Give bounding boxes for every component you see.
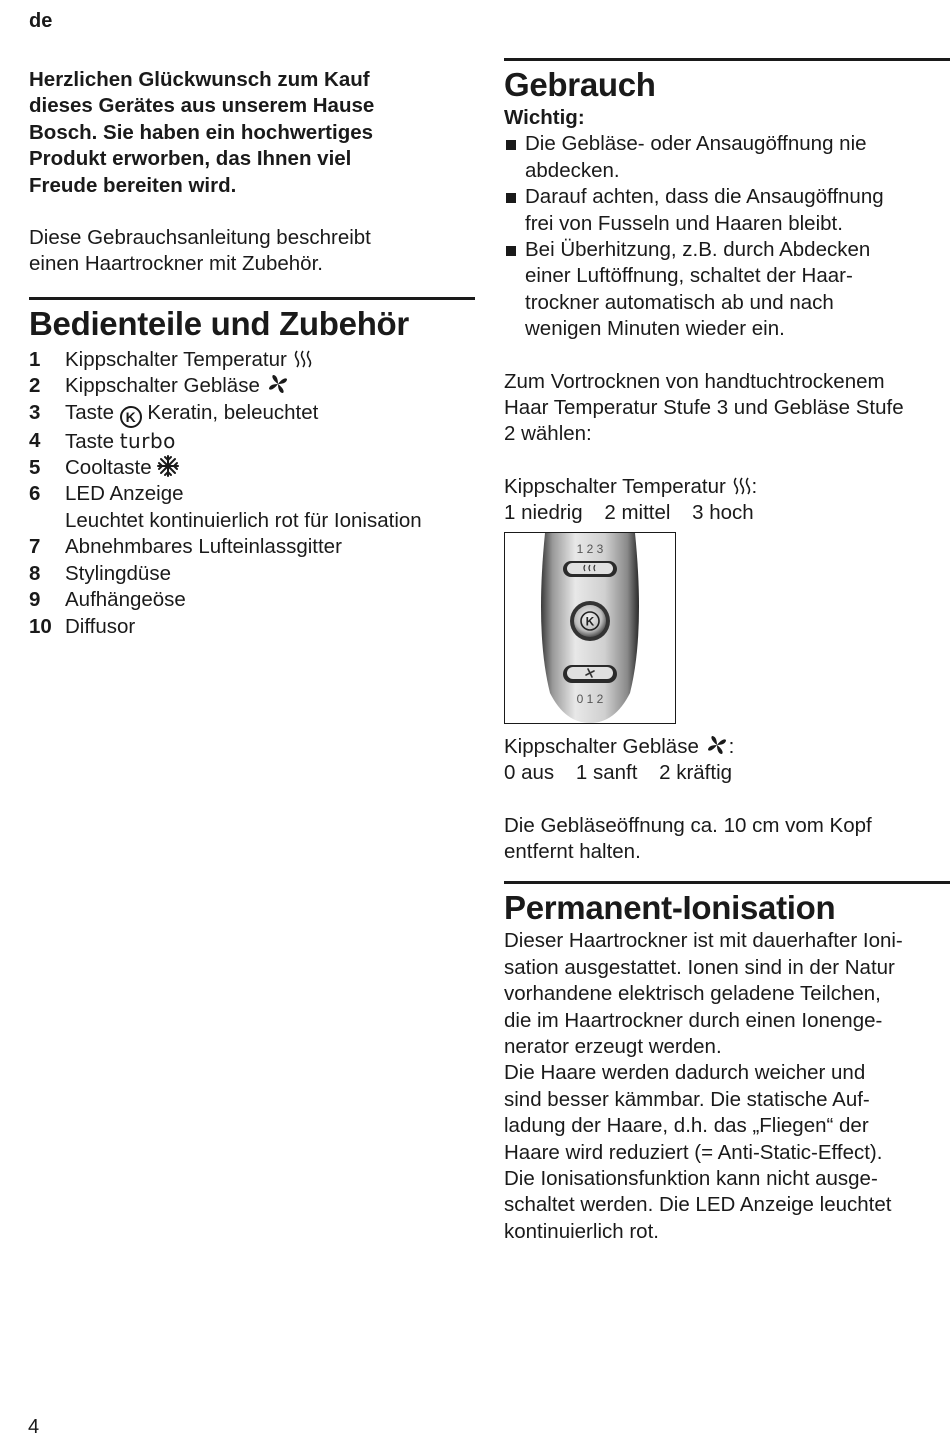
parts-item [29,455,475,481]
ionisation-paragraph [504,928,950,1245]
temp-switch-colon: : [751,474,758,498]
switch-panel-illustration [505,533,675,723]
temp-setting: 2 mittel [604,501,671,525]
item-number: 9 [29,588,41,612]
bullet-line: Darauf achten, dass die Ansaugöffnung [525,185,884,209]
intro-desc-line: Diese Gebrauchsanleitung beschreibt [29,226,371,250]
bullet-line: trockner automatisch ab und nach [525,290,834,314]
item-number: 5 [29,456,41,480]
item-label: Kippschalter Temperatur [65,347,287,371]
item-label: Diffusor [65,614,136,638]
parts-item [29,400,475,428]
item-number: 6 [29,482,41,506]
temp-setting: 3 hoch [692,501,754,525]
bullet-line: wenigen Minuten wieder ein. [525,317,785,341]
item-label: Taste [65,429,114,453]
keratin-k-icon: K [120,406,142,428]
bullet-line: Bei Überhitzung, z.B. durch Abdecken [525,238,871,262]
item-number: 4 [29,428,41,452]
fan-setting: 0 aus [504,761,555,785]
heat-icon [293,349,313,369]
item-label: Abnehmbares Lufteinlassgitter [65,535,342,559]
item-label: Stylingdüse [65,561,171,585]
bullet-line: frei von Fusseln und Haaren bleibt. [525,211,843,235]
fan-settings [504,761,748,784]
bullet-line: abdecken. [525,158,620,182]
item-label-before: Taste [65,400,114,424]
parts-item [29,534,475,560]
fan-setting: 1 sanft [575,761,638,785]
parts-item [29,614,475,640]
intro-line: Herzlichen Glückwunsch zum Kauf [29,68,370,91]
page-number: 4 [28,1416,40,1438]
ionisation-line: die im Haartrockner durch einen Ionenge- [504,1008,883,1032]
section-rule [504,881,950,884]
ionisation-line: nerator erzeugt werden. [504,1034,722,1058]
bullet-square-icon [506,140,516,150]
parts-item [29,587,475,613]
ionisation-line: kontinuierlich rot. [504,1219,659,1243]
parts-item [29,481,475,534]
intro-description [29,225,475,278]
bullet-line: Die Gebläse- oder Ansaugöffnung nie [525,132,867,156]
intro-line: Produkt erworben, das Ihnen viel [29,147,352,171]
intro-line: dieses Gerätes aus unserem Hause [29,94,375,118]
item-number: 2 [29,374,41,398]
important-bullets [504,131,950,342]
temperature-switch-info [504,474,950,527]
item-number: 3 [29,400,41,424]
bottom-scale-label: 0 1 2 [576,691,604,706]
intro-desc-line: einen Haartrockner mit Zubehör. [29,252,323,276]
parts-item [29,428,475,455]
keratin-button-key: K [585,614,595,629]
distance-paragraph [504,813,950,866]
ionisation-line: Die Haare werden dadurch weicher und [504,1061,866,1085]
item-label: Aufhängeöse [65,588,186,612]
item-number: 7 [29,535,41,559]
ionisation-line: sind besser kämmbar. Die statische Auf- [504,1087,870,1111]
parts-list [29,347,475,640]
bullet-item [504,131,950,184]
parts-item [29,561,475,587]
ionisation-line: sation ausgestattet. Ionen sind in der Natur [504,955,895,979]
intro-line: Freude bereiten wird. [29,173,237,197]
switch-panel-photo [504,532,676,724]
heat-icon [732,476,752,496]
temp-switch-label: Kippschalter Temperatur [504,474,726,498]
intro-congratulations [29,67,475,199]
ionisation-line: Haare wird reduziert (= Anti-Static-Effect). [504,1140,883,1164]
bullet-item [504,184,950,237]
section-rule [29,297,475,300]
ionisation-line: Die Ionisationsfunktion kann nicht ausge- [504,1166,878,1190]
usage-heading: Gebrauch [504,66,656,103]
parts-heading: Bedienteile und Zubehör [29,304,409,342]
item-number: 10 [29,614,52,638]
bullet-line: einer Luftöffnung, schaltet der Haar- [525,264,853,288]
language-code: de [29,10,53,32]
item-label: LED Anzeige [65,482,184,506]
predry-line: Zum Vortrocknen von handtuchtrockenem [504,369,885,393]
fan-setting: 2 kräftig [659,761,733,785]
item-label: Kippschalter Gebläse [65,374,260,398]
temp-settings [504,501,770,524]
ionisation-line: schaltet werden. Die LED Anzeige leuchtet [504,1193,892,1217]
intro-line: Bosch. Sie haben ein hochwertiges [29,120,374,144]
predry-line: 2 wählen: [504,422,592,446]
ionisation-line: vorhandene elektrisch geladene Teilchen, [504,982,881,1006]
top-scale-label: 1 2 3 [576,541,604,556]
bullet-item [504,237,950,343]
predry-paragraph [504,369,950,448]
fan-icon [705,734,729,756]
distance-line: Die Gebläseöffnung ca. 10 cm vom Kopf [504,813,872,837]
turbo-label: turbo [119,428,176,453]
item-number: 8 [29,561,41,585]
ionisation-heading: Permanent-Ionisation [504,889,836,927]
ionisation-line: ladung der Haare, d.h. das „Fliegen“ der [504,1114,869,1138]
fan-switch-colon: : [728,734,735,758]
predry-line: Haar Temperatur Stufe 3 und Gebläse Stufe [504,396,904,420]
item-label: Cooltaste [65,456,152,480]
left-column [29,67,475,640]
ionisation-line: Dieser Haartrockner ist mit dauerhafter Ioni- [504,929,903,953]
important-label: Wichtig: [504,106,585,129]
parts-item [29,373,475,399]
distance-line: entfernt halten. [504,839,641,863]
snowflake-icon [157,455,179,477]
bullet-square-icon [506,246,516,256]
item-number: 1 [29,347,41,371]
parts-item [29,347,475,373]
item-sublabel: Leuchtet kontinuierlich rot für Ionisation [65,508,422,532]
fan-switch-info [504,734,950,787]
right-column [504,58,950,1245]
fan-switch-label: Kippschalter Gebläse [504,734,699,758]
bullet-square-icon [506,193,516,203]
item-label-after: Keratin, beleuchtet [147,400,319,424]
section-rule [504,58,950,61]
temp-setting: 1 niedrig [504,501,583,525]
fan-icon [266,373,290,395]
